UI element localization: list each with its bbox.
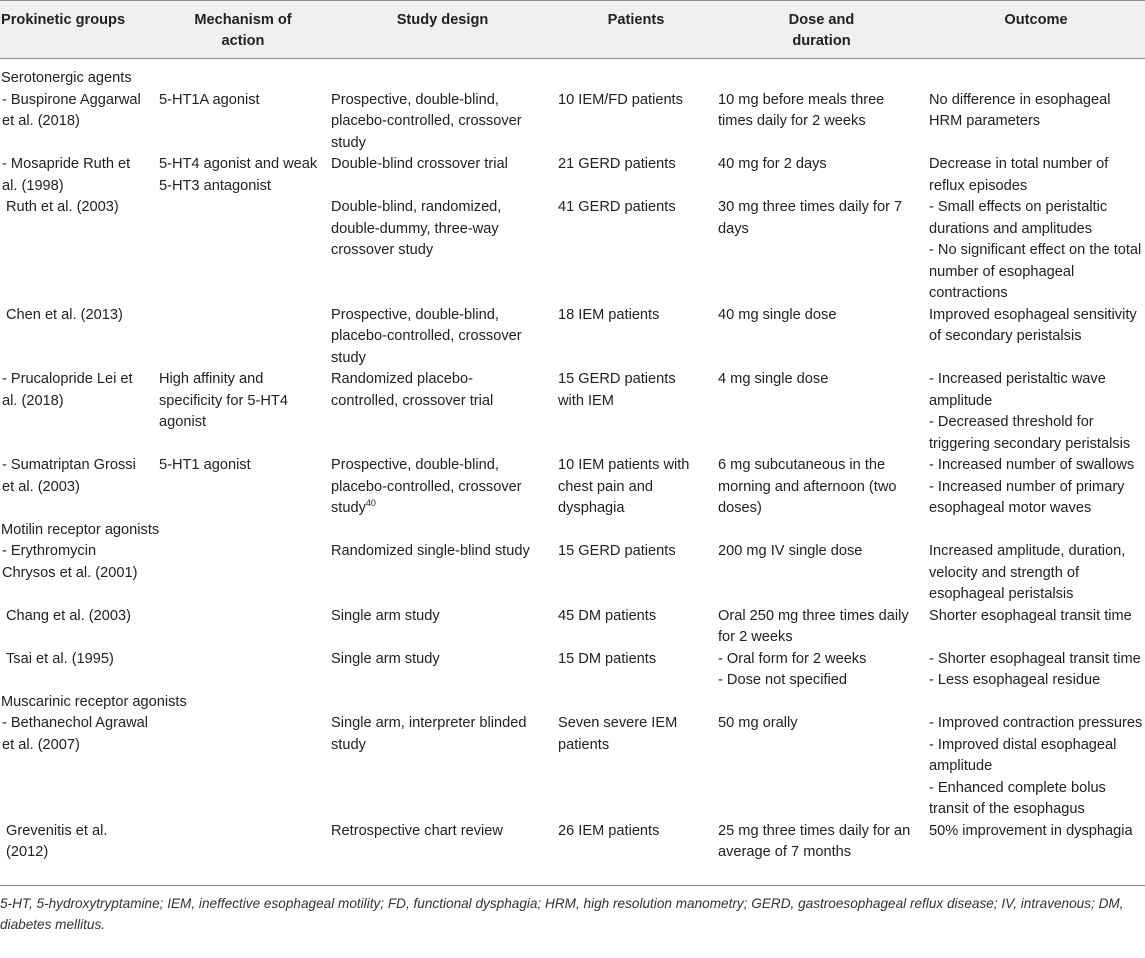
prokinetic-cell (0, 305, 157, 370)
cell-line: 200 mg IV single dose (718, 543, 863, 559)
cell-line: Randomized single-blind study (331, 543, 530, 559)
cell-line: 10 IEM patients with chest pain and dysphagia (558, 457, 690, 516)
mechanism-cell (157, 606, 329, 649)
cell-line: 4 mg single dose (718, 371, 829, 387)
table-row (0, 821, 1145, 864)
cell-line: Single arm, interpreter blinded study (331, 715, 527, 753)
table-row (0, 455, 1145, 520)
cell-line: Prospective, double-blind, placebo-controlled, crossover study (331, 91, 522, 151)
cell-line: Decrease in total number of reflux episodes (929, 156, 1109, 194)
outcome-cell (927, 197, 1145, 305)
cell-line: 41 GERD patients (558, 199, 676, 215)
table-row (0, 606, 1145, 649)
cell-line: 5-HT1A agonist (159, 91, 260, 108)
patients-cell (556, 154, 716, 197)
patients-cell (556, 713, 716, 821)
mechanism-cell (157, 455, 329, 520)
study-design-cell (329, 821, 556, 864)
study-design-cell (329, 90, 556, 155)
table-row (0, 305, 1145, 370)
cell-line: - Decreased threshold for triggering secondary peristalsis (929, 414, 1131, 452)
cell-line: Double-blind crossover trial (331, 156, 508, 172)
cell-line: 5-HT1 agonist (159, 457, 251, 473)
cell-line: Single arm study (331, 607, 440, 624)
header-mechanism (157, 1, 329, 59)
cell-line: Seven severe IEM patients (558, 715, 678, 753)
prokinetic-cell (0, 90, 157, 155)
study-design-cell (329, 606, 556, 649)
dose-duration-cell (716, 821, 927, 864)
dose-duration-cell (716, 369, 927, 455)
cell-line: - Shorter esophageal transit time (929, 650, 1141, 667)
cell-line: Oral 250 mg three times daily for 2 weeks (718, 607, 909, 645)
table-row (0, 154, 1145, 197)
cell-line: - Erythromycin Chrysos et al. (2001) (2, 543, 138, 581)
outcome-cell (927, 369, 1145, 455)
cell-line: 5-HT4 agonist and weak 5-HT3 antagonist (159, 156, 318, 194)
dose-duration-cell (716, 154, 927, 197)
mechanism-cell (157, 713, 329, 821)
cell-line: - Increased number of swallows (929, 457, 1135, 473)
cell-line: Single arm study (331, 650, 440, 667)
cell-line: 18 IEM patients (558, 306, 660, 323)
dose-duration-cell (716, 713, 927, 821)
prokinetic-cell (0, 541, 157, 606)
cell-line: 10 mg before meals three times daily for 2 weeks (718, 91, 885, 129)
cell-line: - Less esophageal residue (929, 672, 1101, 688)
outcome-cell (927, 541, 1145, 606)
study-design-cell (329, 197, 556, 305)
table-header-row (0, 1, 1145, 59)
outcome-cell (927, 455, 1145, 520)
prokinetic-cell (0, 649, 157, 692)
cell-line: - Enhanced complete bolus transit of the esophagus (929, 779, 1106, 817)
patients-cell (556, 455, 716, 520)
table-footnote: 5-HT, 5-hydroxytryptamine; IEM, ineffective esophageal motility; FD, functional dysphagia; HRM, high resolution manometry; GERD, gastroesophageal reflux disease; IV, intravenous; DM, diabetes mellitus. (0, 896, 1124, 932)
table-row (0, 713, 1145, 821)
cell-line: - Improved contraction pressures (929, 715, 1143, 731)
group-row (0, 692, 1145, 714)
cell-line: - Oral form for 2 weeks (718, 650, 867, 667)
dose-duration-cell (716, 541, 927, 606)
cell-line: 26 IEM patients (558, 822, 660, 839)
prokinetic-cell (0, 821, 157, 864)
study-design-cell (329, 541, 556, 606)
cell-line: Tsai et al. (1995) (6, 650, 114, 667)
patients-cell (556, 197, 716, 305)
dose-duration-cell (716, 649, 927, 692)
cell-line: Ruth et al. (2003) (6, 199, 119, 215)
cell-line: 40 mg single dose (718, 306, 837, 323)
cell-line: 25 mg three times daily for an average of 7 months (718, 822, 911, 860)
dose-duration-cell (716, 606, 927, 649)
cell-line: No difference in esophageal HRM parameters (929, 91, 1111, 129)
patients-cell (556, 90, 716, 155)
study-design-cell (329, 154, 556, 197)
cell-line: - Improved distal esophageal amplitude (929, 736, 1117, 774)
cell-line: - Sumatriptan Grossi et al. (2003) (2, 457, 136, 495)
cell-line: - Increased peristaltic wave amplitude (929, 371, 1106, 409)
footnote-divider (0, 885, 1145, 886)
prokinetic-cell (0, 606, 157, 649)
outcome-cell (927, 90, 1145, 155)
patients-cell (556, 821, 716, 864)
table-row (0, 197, 1145, 305)
cell-line: 6 mg subcutaneous in the morning and afternoon (two doses) (718, 457, 897, 516)
patients-cell (556, 606, 716, 649)
patients-cell (556, 649, 716, 692)
outcome-cell (927, 154, 1145, 197)
table-row (0, 90, 1145, 155)
cell-line: 15 GERD patients (558, 543, 676, 559)
cell-line: 50 mg orally (718, 715, 798, 731)
cell-line: - No significant effect on the total number of esophageal contractions (929, 242, 1142, 301)
mechanism-cell (157, 541, 329, 606)
cell-line: Randomized placebo-controlled, crossover trial (331, 371, 494, 409)
dose-duration-cell (716, 197, 927, 305)
cell-line: 30 mg three times daily for 7 days (718, 199, 903, 237)
reference-superscript: 40 (365, 498, 376, 509)
cell-line: Increased amplitude, duration, velocity and strength of esophageal peristalsis (929, 543, 1126, 602)
cell-line: Prospective, double-blind, placebo-controlled, crossover study$^{40}$ (331, 457, 522, 516)
header-outcome: Outcome (927, 1, 1145, 59)
header-study-design: Study design (329, 1, 556, 59)
group-label: Muscarinic receptor agonists (1, 693, 187, 710)
study-design-cell (329, 305, 556, 370)
cell-line: Grevenitis et al. (2012) (6, 822, 108, 860)
header-mechanism-label: Mechanism of action (194, 12, 292, 49)
group-row (0, 59, 1145, 90)
table-body (0, 59, 1145, 864)
table-row (0, 649, 1145, 692)
cell-line: 45 DM patients (558, 607, 657, 624)
cell-line: Chen et al. (2013) (6, 306, 123, 323)
group-row (0, 520, 1145, 542)
outcome-cell (927, 713, 1145, 821)
cell-line: 21 GERD patients (558, 156, 676, 172)
study-design-cell (329, 649, 556, 692)
mechanism-cell (157, 90, 329, 155)
group-label: Motilin receptor agonists (1, 521, 160, 538)
patients-cell (556, 305, 716, 370)
outcome-cell (927, 821, 1145, 864)
dose-duration-cell (716, 90, 927, 155)
cell-line: Retrospective chart review (331, 822, 503, 839)
prokinetic-cell (0, 154, 157, 197)
prokinetic-cell (0, 455, 157, 520)
header-dose-label: Dose and duration (788, 12, 855, 49)
cell-line: - Buspirone Aggarwal et al. (2018) (2, 91, 141, 129)
cell-line: - Bethanechol Agrawal et al. (2007) (2, 715, 149, 753)
study-design-cell (329, 713, 556, 821)
cell-line: 15 GERD patients with IEM (558, 371, 676, 409)
study-design-cell (329, 369, 556, 455)
cell-line: 40 mg for 2 days (718, 156, 827, 172)
cell-line: - Mosapride Ruth et al. (1998) (2, 156, 131, 194)
prokinetic-cell (0, 369, 157, 455)
cell-line: - Dose not specified (718, 672, 847, 688)
prokinetic-cell (0, 713, 157, 821)
mechanism-cell (157, 305, 329, 370)
mechanism-cell (157, 649, 329, 692)
cell-line: Chang et al. (2003) (6, 607, 131, 624)
header-dose-duration (716, 1, 927, 59)
patients-cell (556, 541, 716, 606)
cell-line: 50% improvement in dysphagia (929, 822, 1133, 839)
cell-line: Prospective, double-blind, placebo-controlled, crossover study (331, 306, 522, 366)
table-row (0, 541, 1145, 606)
cell-line: - Prucalopride Lei et al. (2018) (2, 371, 133, 409)
patients-cell (556, 369, 716, 455)
cell-line: High affinity and specificity for 5-HT4 agonist (159, 371, 288, 430)
cell-line: 10 IEM/FD patients (558, 91, 683, 108)
cell-line: - Increased number of primary esophageal motor waves (929, 478, 1125, 516)
mechanism-cell (157, 197, 329, 305)
outcome-cell (927, 305, 1145, 370)
header-prokinetic-groups: Prokinetic groups (0, 1, 157, 59)
dose-duration-cell (716, 305, 927, 370)
mechanism-cell (157, 821, 329, 864)
table-row (0, 369, 1145, 455)
cell-line: 15 DM patients (558, 650, 657, 667)
cell-line: - Small effects on peristaltic durations and amplitudes (929, 199, 1108, 237)
dose-duration-cell (716, 455, 927, 520)
cell-line: Double-blind, randomized, double-dummy, three-way crossover study (331, 199, 502, 258)
mechanism-cell (157, 369, 329, 455)
mechanism-cell (157, 154, 329, 197)
cell-line: Shorter esophageal transit time (929, 607, 1132, 624)
outcome-cell (927, 606, 1145, 649)
group-label: Serotonergic agents (1, 70, 132, 86)
prokinetic-cell (0, 197, 157, 305)
cell-line: Improved esophageal sensitivity of secondary peristalsis (929, 306, 1137, 344)
header-patients: Patients (556, 1, 716, 59)
outcome-cell (927, 649, 1145, 692)
study-design-cell (329, 455, 556, 520)
